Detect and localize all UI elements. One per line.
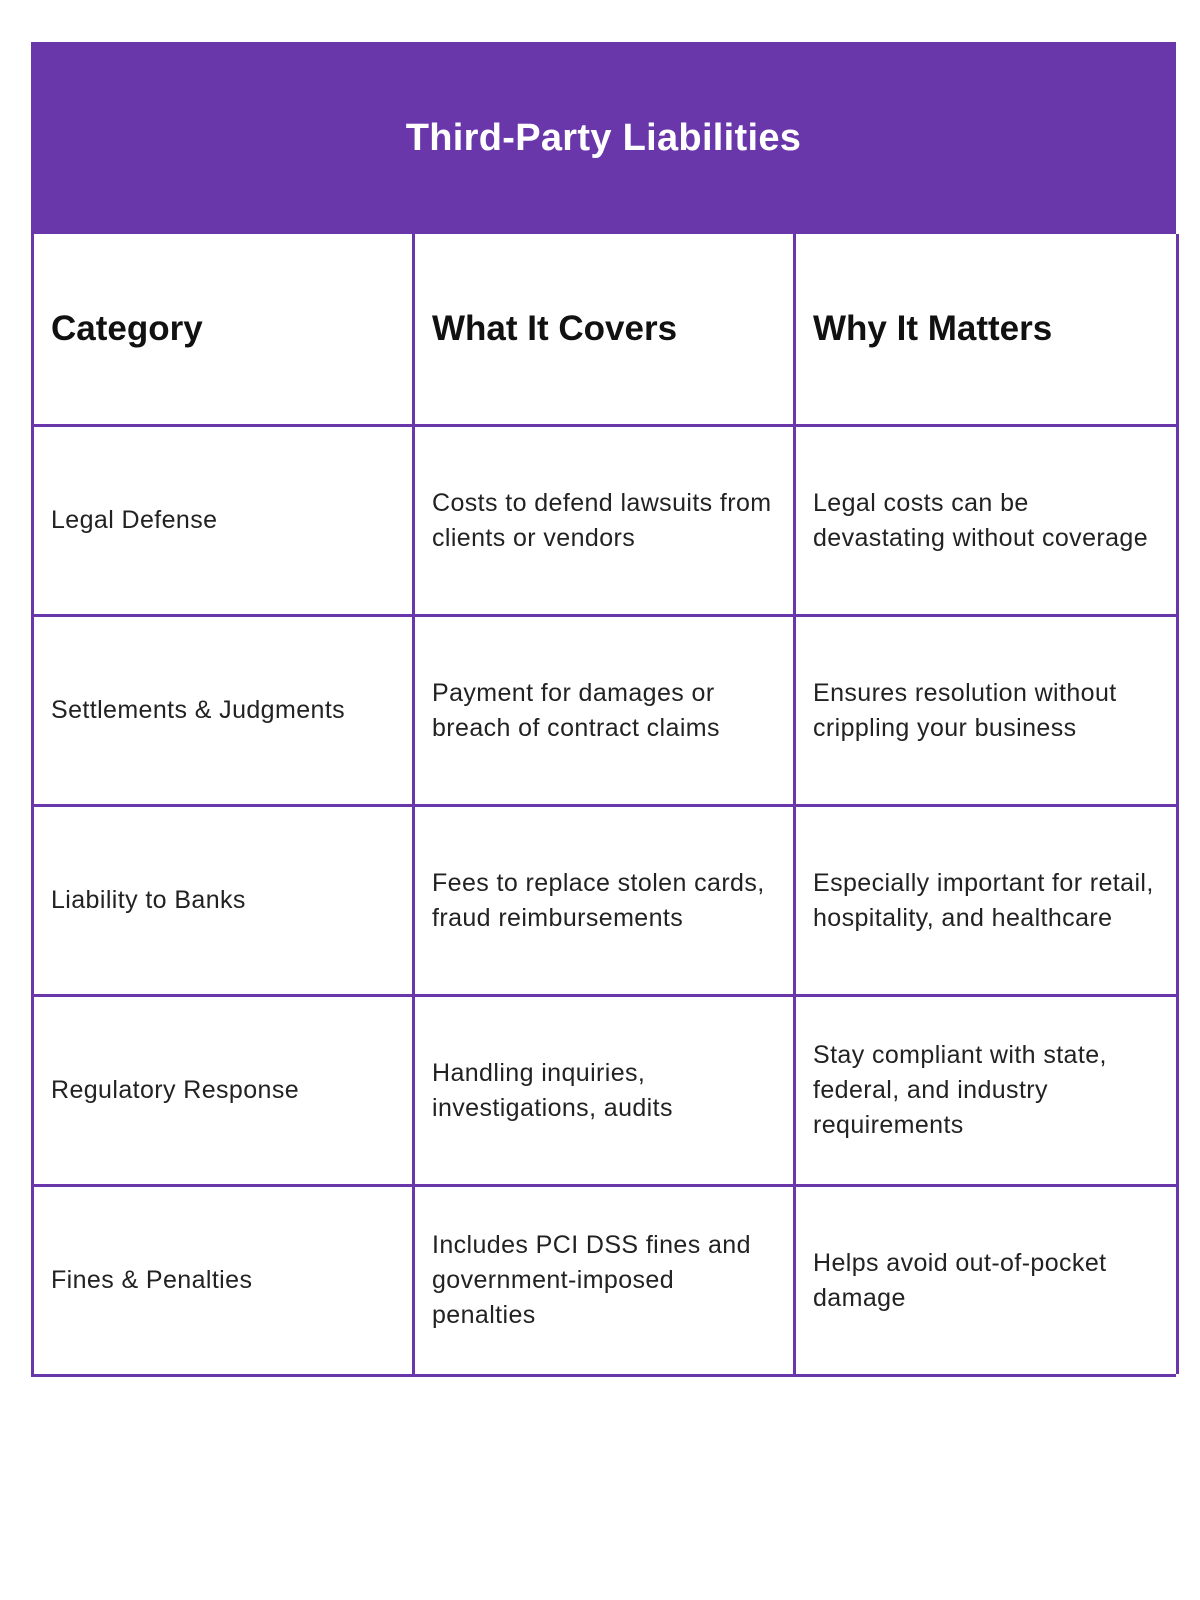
column-header-category: Category [34,234,415,424]
row-2-category: Settlements & Judgments [34,614,415,804]
row-3-matters: Especially important for retail, hospitality, and healthcare [796,804,1179,994]
row-5-matters: Helps avoid out-of-pocket damage [796,1184,1179,1374]
column-header-why-it-matters: Why It Matters [796,234,1179,424]
column-header-what-it-covers: What It Covers [415,234,796,424]
row-1-category: Legal Defense [34,424,415,614]
row-5-covers: Includes PCI DSS fines and government-imposed penalties [415,1184,796,1374]
liabilities-table [31,42,1176,1377]
row-4-matters: Stay compliant with state, federal, and industry requirements [796,994,1179,1184]
row-4-category: Regulatory Response [34,994,415,1184]
row-3-category: Liability to Banks [34,804,415,994]
row-3-covers: Fees to replace stolen cards, fraud reimbursements [415,804,796,994]
table-title: Third-Party Liabilities [405,116,802,159]
row-1-covers: Costs to defend lawsuits from clients or vendors [415,424,796,614]
row-4-covers: Handling inquiries, investigations, audits [415,994,796,1184]
table-title-bar [31,42,1176,234]
table-grid [31,234,1176,1377]
row-5-category: Fines & Penalties [34,1184,415,1374]
row-1-matters: Legal costs can be devastating without coverage [796,424,1179,614]
row-2-matters: Ensures resolution without crippling your business [796,614,1179,804]
row-2-covers: Payment for damages or breach of contract claims [415,614,796,804]
